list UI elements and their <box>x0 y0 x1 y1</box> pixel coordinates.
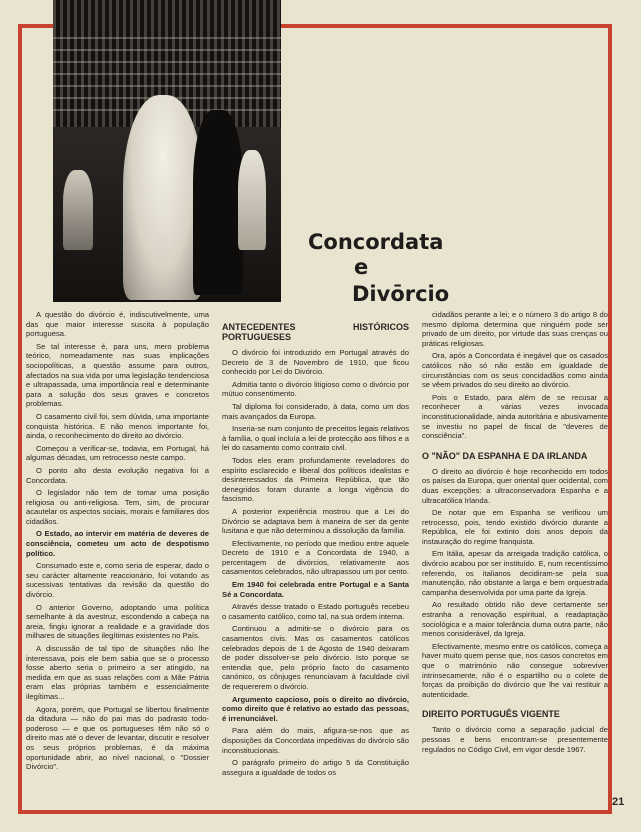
paragraph: Em 1940 foi celebrada entre Portugal e a Santa Sé a Concordata. <box>222 580 409 599</box>
paragraph: O direito ao divórcio é hoje reconhecido em todos os países da Europa, quer oriental quer ocidental, com duas excepções: a ultraconservadora Espanha e a ultracatólica Irlanda. <box>422 466 608 505</box>
paragraph: Argumento capcioso, pois o direito ao divórcio, como direito que é relativo ao estado das pessoas, é irrenunciável. <box>222 694 409 723</box>
paragraph: Efectivamente, no período que mediou entre aquele Decreto de 1910 e a Concordata de 1940, a percentagem de divórcios, relativamente aos casamentos celebrados, não ultrapassou um por cento. <box>222 538 409 577</box>
paragraph: O Estado, ao intervir em matéria de deveres de consciência, cometeu um acto de despotismo político. <box>26 529 209 558</box>
photo-child <box>238 150 266 250</box>
photo-bride <box>123 95 203 300</box>
paragraph: Ao resultado obtido não deve certamente ser estranha a renovação espiritual, a readaptação sociológica e a maior tolerância duma outra parte, não menos considerável, da Igreja. <box>422 600 608 639</box>
paragraph: A questão do divórcio é, indiscutivelmente, uma das que maior interesse suscita à população portuguesa. <box>26 310 209 339</box>
paragraph: Em Itália, apesar da arreigada tradição católica, o divórcio acabou por ser instituído. E, num recentíssimo referendo, os italianos decidiram-se pela sua manutenção, não obstante a larga e bem orquestrada campanha desenvolvida por uma parte da Igreja. <box>422 549 608 597</box>
paragraph: O ponto alto desta evolução negativa foi a Concordata. <box>26 465 209 485</box>
paragraph: Todos eles eram profundamente reveladores do espírito esclarecido e liberal dos políticos idealistas e desinteressados da Primeira República, que tão denegridos foram durante a longa vigência do fascismo. <box>222 455 409 504</box>
paragraph: Efectivamente, mesmo entre os católicos, começa a haver muito quem pense que, nos casos concretos em que o matrimónio não consegue sobreviver intrinsecamente, não é o espartilho ou o colete de forças da proibição do divórcio que lhe vai restituir a autenticidade. <box>422 641 608 699</box>
column-3 <box>422 310 608 757</box>
paragraph: Tanto o divórcio como a separação judicial de pessoas e bens encontram-se presentemente regulados no Código Civil, em vigor desde 1967. <box>422 725 608 754</box>
paragraph: Para além do mais, afigura-se-nos que as disposições da Concordata impeditivas do divórcio são inconstitucionais. <box>222 726 409 755</box>
column-1 <box>26 310 209 775</box>
paragraph: Se tal interesse é, para uns, mero problema teórico, nomeadamente nas suas implicações sociopolíticas, a questão assume para outros, afectados na sua vida por uma legislação tendenciosa e ultrapassada, uma importância real e determinante para a solução dos seus graves e concretos problemas. <box>26 341 209 409</box>
paragraph: O parágrafo primeiro do artigo 5 da Constituição assegura a igualdade de todos os <box>222 758 409 777</box>
paragraph: O legislador não tem de tomar uma posição religiosa ou anti-religiosa. Tem, sim, de procurar acautelar os aspectos sociais, morais e familiares dos cidadãos. <box>26 488 209 526</box>
paragraph: Inseria-se num conjunto de preceitos legais relativos à família, o qual incluía a lei de protecção aos filhos e a lei do casamento como contrato civil. <box>222 424 409 453</box>
paragraph: Através desse tratado o Estado português recebeu o casamento católico, como tal, na sua ordem interna. <box>222 602 409 621</box>
paragraph: Ora, após a Concordata é inegável que os casados católicos não só não estão em igualdade de circunstâncias com os seus concidadãos como ainda se vêem privados do seu direito ao divórcio. <box>422 351 608 390</box>
paragraph: cidadãos perante a lei; e o número 3 do artigo 8 do mesmo diploma determina que ninguém pode ser privado de um direito, por virtude das suas crenças ou práticas religiosas. <box>422 310 608 348</box>
photo-groom <box>193 110 243 295</box>
paragraph: O divórcio foi introduzido em Portugal através do Decreto de 3 de Novembro de 1910, que ficou conhecido por Lei do Divórcio. <box>222 348 409 377</box>
title-line-3: Divōrcio <box>352 282 450 306</box>
paragraph: A posterior experiência mostrou que a Lei do Divórcio se adaptava bem à maneira de ser da gente lusitana e que não determinou a dissolução da família. <box>222 506 409 536</box>
paragraph: Pois o Estado, para além de se recusar a reconhecer a várias vezes invocada inconstitucionalidade, ainda autoritária e abusivamente se investiu no papel de fiscal de "deveres de consciência". <box>422 392 608 441</box>
photo-figure-left <box>63 170 93 250</box>
column-2 <box>222 318 409 780</box>
section-heading-antecedentes: ANTECEDENTES HISTÓRICOS PORTUGUESES <box>222 322 409 342</box>
paragraph: Consumado este e, como seria de esperar, dado o seu carácter altamente reaccionário, foi votando as sucessivas tentativas da revisão da questão do divórcio. <box>26 561 209 600</box>
title-line-1: Concordata <box>308 230 444 254</box>
page-number: 21 <box>612 796 625 808</box>
paragraph: A discussão de tal tipo de situações não lhe interessava, pois ele bem sabia que se o processo fosse aberto seria o primeiro a ser atingido, na medida em que as suas relações com a Mãe Pátria eram elas próprias também e essencialmente ilegítimas... <box>26 644 209 701</box>
section-heading-espanha-irlanda: O "NÃO" DA ESPANHA E DA IRLANDA <box>422 450 588 461</box>
paragraph: Começou a verificar-se, todavia, em Portugal, há algumas décadas, um retrocesso neste campo. <box>26 443 209 463</box>
title-line-2: e <box>354 255 369 279</box>
paragraph: De notar que em Espanha se verificou um retrocesso, pois, tendo existido divórcio durante a República, ele foi extinto dois anos depois da instauração do regime franquista. <box>422 508 608 546</box>
paragraph: O casamento civil foi, sem dúvida, uma importante conquista histórica. E não menos importante foi, ainda, o reconhecimento do direito ao divórcio. <box>26 411 209 441</box>
paragraph: Tal diploma foi considerado, à data, como um dos mais avançados da Europa. <box>222 401 409 421</box>
paragraph: Continuou a admitir-se o divórcio para os casamentos civis. Mas os casamentos católicos celebrados depois de 1 de Agosto de 1940 deixaram de poder dissolver-se pelo divórcio. Isto porque se entendia que, pelo próprio facto do casamento canónico, os cônjuges renunciavam à faculdade civil de requererem o divórcio. <box>222 624 409 691</box>
paragraph: Admitia tanto o divórcio litigioso como o divórcio por mútuo consentimento. <box>222 379 409 399</box>
paragraph: O anterior Governo, adoptando uma política semelhante à da avestruz, escondendo a cabeça na areia, fingiu ignorar a realidade e a gravidade dos milhares de situações ilegítimas existentes no País. <box>26 602 209 641</box>
paragraph: Agora, porém, que Portugal se libertou finalmente da ditadura — não do pai mas do padrasto todo-poderoso — e que os portugueses têm não só o direito mas até o dever de levantar, discutir e resolver os seus próprios problemas, é da máxima oportunidade abrir, ao nível nacional, o "Dossier Divórcio". <box>26 704 209 772</box>
section-heading-direito-vigente: DIREITO PORTUGUÊS VIGENTE <box>422 709 560 720</box>
wedding-photo <box>53 0 281 302</box>
